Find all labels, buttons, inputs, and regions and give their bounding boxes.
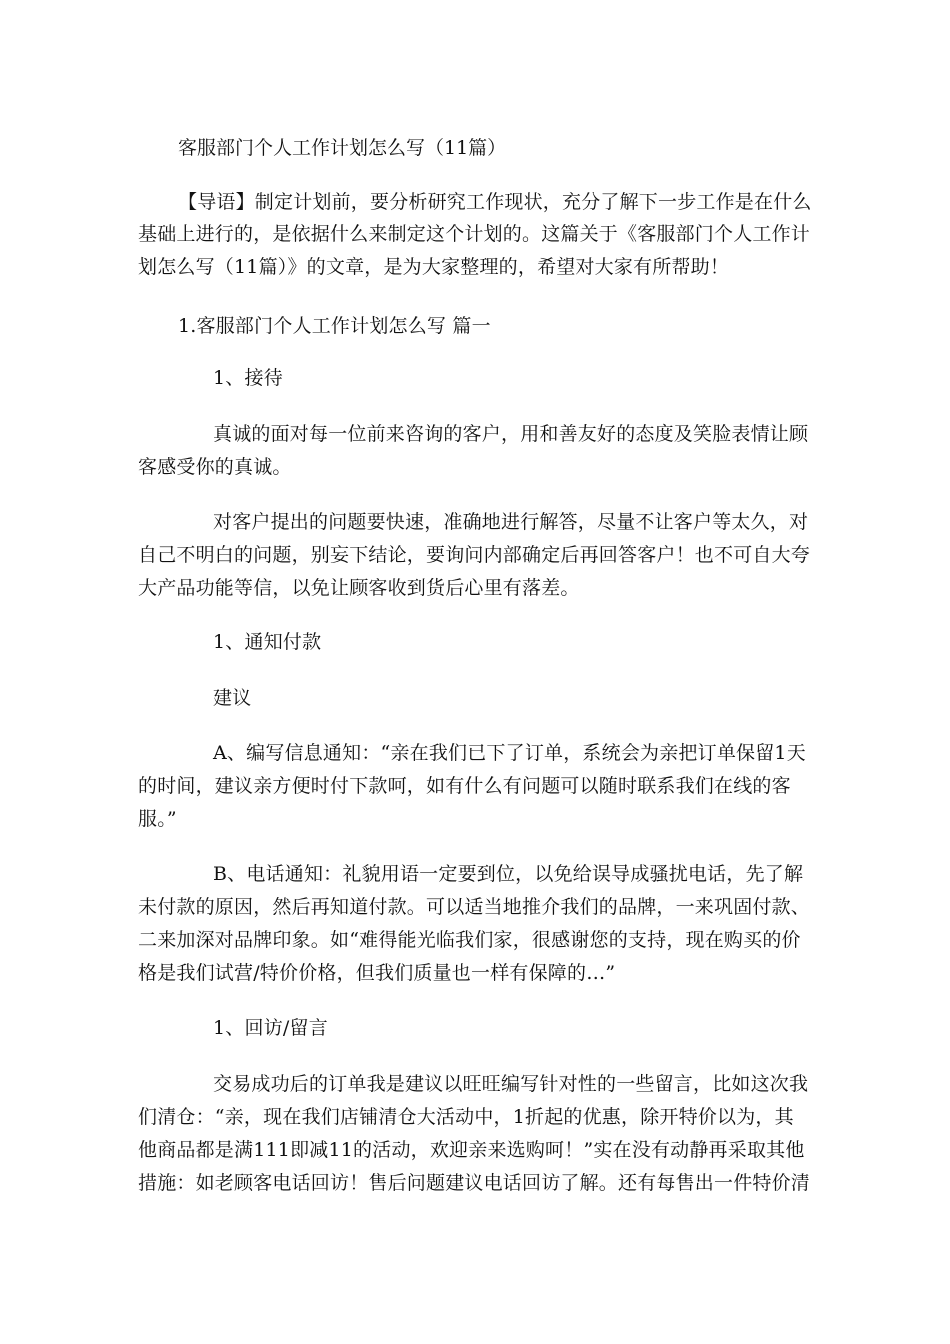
sub1-p2-line-1: 对客户提出的问题要快速，准确地进行解答，尽量不让客户等太久，对 — [213, 511, 809, 533]
sub2-pA-line-1: A、编写信息通知：“亲在我们已下了订单，系统会为亲把订单保留1天 — [213, 742, 806, 764]
sub1-p1-line-2: 客感受你的真诚。 — [138, 456, 292, 478]
sub2-pA-line-3: 服。” — [138, 808, 177, 830]
sub2-heading: 1、通知付款 — [213, 631, 322, 653]
sub2-pB-line-1: B、电话通知：礼貌用语一定要到位，以免给误导成骚扰电话，先了解 — [213, 863, 804, 885]
sub1-p2-line-2: 自己不明白的问题，别妄下结论，要询问内部确定后再回答客户！也不可自大夸 — [138, 544, 811, 566]
sub3-heading: 1、回访/留言 — [213, 1017, 328, 1039]
sub1-heading: 1、接待 — [213, 367, 283, 389]
sub3-p1-line-1: 交易成功后的订单我是建议以旺旺编写针对性的一些留言，比如这次我 — [213, 1073, 809, 1095]
section-heading: 1.客服部门个人工作计划怎么写 篇一 — [178, 315, 491, 337]
sub3-p1-line-2: 们清仓：“亲，现在我们店铺清仓大活动中，1折起的优惠，除开特价以为，其 — [138, 1106, 794, 1128]
intro-line-1: 【导语】制定计划前，要分析研究工作现状，充分了解下一步工作是在什么 — [178, 191, 812, 213]
intro-line-2: 基础上进行的，是依据什么来制定这个计划的。这篇关于《客服部门个人工作计 — [138, 223, 811, 245]
document-title: 客服部门个人工作计划怎么写（11篇） — [178, 137, 507, 159]
sub2-pB-line-2: 未付款的原因，然后再知道付款。可以适当地推介我们的品牌，一来巩固付款、 — [138, 896, 811, 918]
sub3-p1-line-3: 他商品都是满111即减11的活动，欢迎亲来选购呵！”实在没有动静再采取其他 — [138, 1139, 805, 1161]
sub2-pA-line-2: 的时间，建议亲方便时付下款呵，如有什么有问题可以随时联系我们在线的客 — [138, 775, 791, 797]
sub1-p2-line-3: 大产品功能等信，以免让顾客收到货后心里有落差。 — [138, 577, 580, 599]
sub3-p1-line-4: 措施：如老顾客电话回访！售后问题建议电话回访了解。还有每售出一件特价清 — [138, 1172, 811, 1194]
sub1-p1-line-1: 真诚的面对每一位前来咨询的客户，用和善友好的态度及笑脸表情让顾 — [213, 423, 809, 445]
sub2-pB-line-4: 格是我们试营/特价价格，但我们质量也一样有保障的…” — [138, 962, 616, 984]
intro-line-3: 划怎么写（11篇）》的文章，是为大家整理的，希望对大家有所帮助！ — [138, 256, 730, 278]
sub2-label: 建议 — [213, 687, 252, 709]
sub2-pB-line-3: 二来加深对品牌印象。如“难得能光临我们家，很感谢您的支持，现在购买的价 — [138, 929, 801, 951]
